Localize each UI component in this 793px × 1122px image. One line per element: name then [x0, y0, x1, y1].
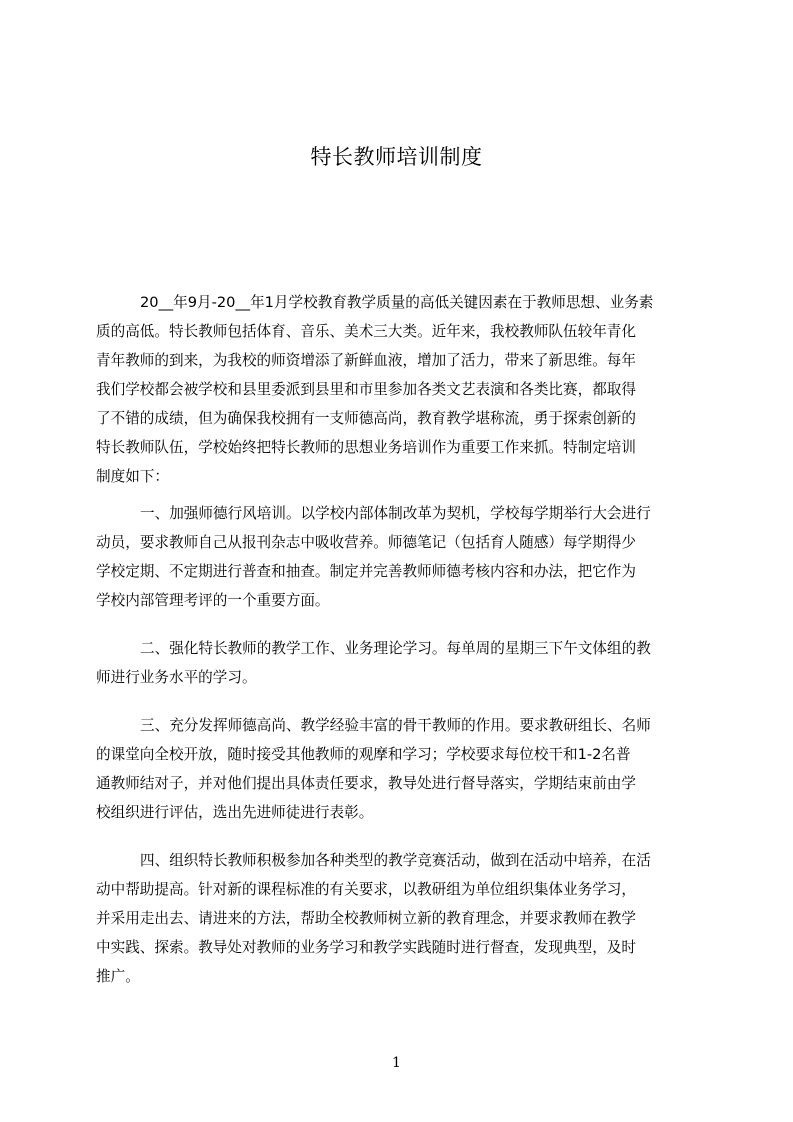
paragraph-line: 推广。 [96, 968, 140, 985]
paragraph-line: 质的高低。特长教师包括体育、音乐、美术三大类。近年来，我校教师队伍较年青化 [96, 323, 636, 340]
paragraph-line: 制度如下： [96, 468, 169, 485]
paragraph-line: 了不错的成绩，但为确保我校拥有一支师德高尚，教育教学堪称流，勇于探索创新的 [96, 410, 636, 427]
paragraph-line: 的课堂向全校开放，随时接受其他教师的观摩和学习；学校要求每位校干和1-2名普 [96, 746, 631, 763]
paragraph-line: 一、加强师德行风培训。以学校内部体制改革为契机，学校每学期举行大会进行 [140, 505, 651, 522]
paragraph-section-4 [96, 846, 736, 991]
paragraph-section-1 [96, 499, 736, 615]
document-title: 特长教师培训制度 [310, 145, 483, 169]
paragraph-line: 学校内部管理考评的一个重要方面。 [96, 592, 330, 609]
paragraph-line: 中实践、探索。教导处对教师的业务学习和教学实践随时进行督查，发现典型，及时 [96, 939, 636, 956]
paragraph-line: 动员，要求教师自己从报刊杂志中吸收营养。师德笔记（包括育人随感）每学期得少 [96, 534, 636, 551]
paragraph-line: 四、组织特长教师积极参加各种类型的教学竞赛活动，做到在活动中培养，在活 [140, 852, 651, 869]
paragraph-section-3 [96, 711, 736, 827]
paragraph-line: 动中帮助提高。针对新的课程标准的有关要求，以教研组为单位组织集体业务学习， [96, 881, 636, 898]
paragraph-line: 我们学校都会被学校和县里委派到县里和市里参加各类文艺表演和各类比赛，都取得 [96, 381, 636, 398]
paragraph-line: 并采用走出去、请进来的方法，帮助全校教师树立新的教育理念，并要求教师在教学 [96, 910, 636, 927]
paragraph-line: 20__年9月-20__年1月学校教育教学质量的高低关键因素在于教师思想、业务素 [140, 294, 654, 311]
paragraph-line: 二、强化特长教师的教学工作、业务理论学习。每单周的星期三下午文体组的教 [140, 640, 651, 657]
paragraph-line: 青年教师的到来，为我校的师资增添了新鲜血液，增加了活力，带来了新思维。每年 [96, 352, 636, 369]
page-number: 1 [392, 1055, 401, 1071]
paragraph-line: 学校定期、不定期进行普查和抽查。制定并完善教师师德考核内容和办法，把它作为 [96, 563, 636, 580]
paragraph-intro [96, 288, 736, 491]
paragraph-line: 校组织进行评估，选出先进师徒进行表彰。 [96, 804, 374, 821]
paragraph-line: 通教师结对子，并对他们提出具体责任要求，教导处进行督导落实，学期结束前由学 [96, 775, 636, 792]
paragraph-line: 师进行业务水平的学习。 [96, 669, 257, 686]
paragraph-section-2 [96, 634, 736, 692]
paragraph-line: 特长教师队伍，学校始终把特长教师的思想业务培训作为重要工作来抓。特制定培训 [96, 439, 636, 456]
paragraph-line: 三、充分发挥师德高尚、教学经验丰富的骨干教师的作用。要求教研组长、名师 [140, 717, 651, 734]
